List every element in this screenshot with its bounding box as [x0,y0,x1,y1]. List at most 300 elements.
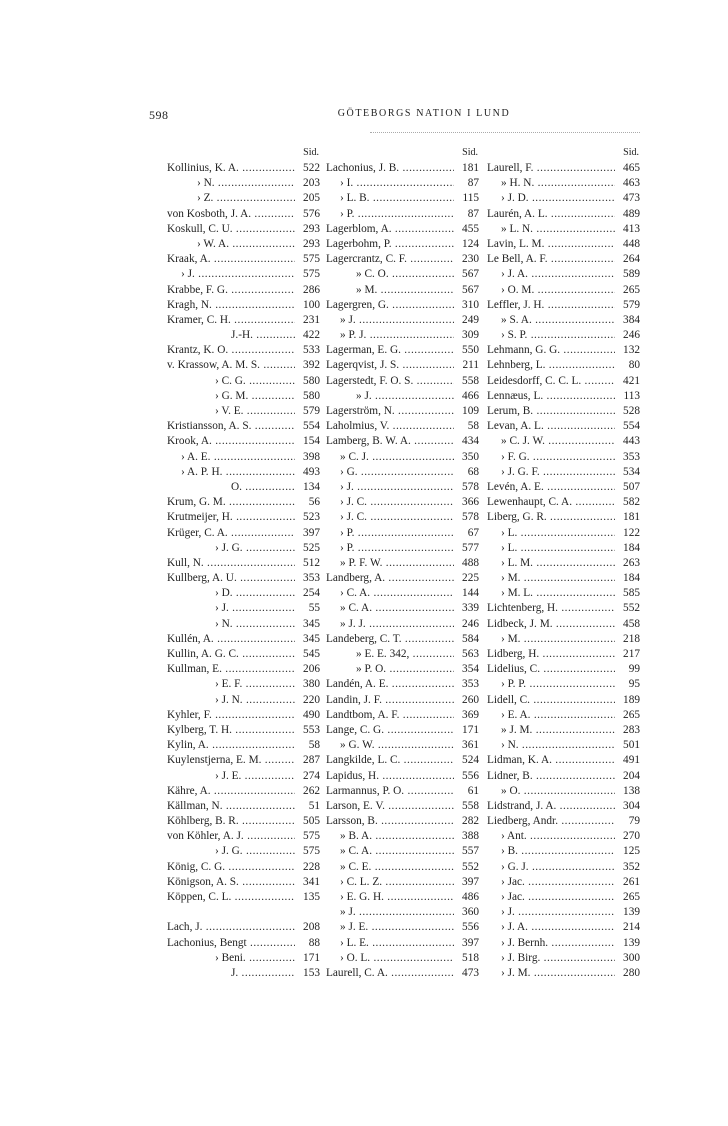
index-entry [167,693,320,708]
entry-page: 304 [615,799,640,814]
index-entry [326,890,479,905]
index-entry [167,313,320,328]
entry-name: Lidstrand, J. A. ..... [487,799,615,814]
entry-page: 184 [615,571,640,586]
entry-name: › J. ..... [487,905,615,920]
entry-name: Köppen, C. L. ..... [167,890,295,905]
index-column-1 [167,147,320,981]
entry-page: 51 [295,799,320,814]
index-entry [487,829,640,844]
index-entry [326,632,479,647]
index-entry [167,677,320,692]
index-entry [167,920,320,935]
index-entry [326,784,479,799]
entry-page: 79 [615,814,640,829]
entry-page: 522 [295,161,320,176]
index-entry [167,966,320,981]
index-entry [326,829,479,844]
entry-name: › L. B. ..... [326,191,454,206]
entry-name: › J. Bernh. ..... [487,936,615,951]
entry-name: Lagerqvist, J. S. ..... [326,358,454,373]
index-entry [326,222,479,237]
index-entry [167,571,320,586]
entry-name: Lehmann, G. G. ..... [487,343,615,358]
index-entry [326,252,479,267]
entry-page: 434 [454,434,479,449]
page-header [149,108,639,128]
index-entry [487,677,640,692]
entry-name: » M. ..... [326,283,454,298]
entry-page: 203 [295,176,320,191]
entry-page: 554 [295,419,320,434]
index-entry [167,951,320,966]
index-entry [487,495,640,510]
entry-page: 293 [295,237,320,252]
entry-name: › N. ..... [167,176,295,191]
entry-page: 584 [454,632,479,647]
entry-name: Kullin, A. G. C. ..... [167,647,295,662]
index-entry [326,237,479,252]
index-entry [487,814,640,829]
index-entry [326,905,479,920]
entry-page: 380 [295,677,320,692]
entry-page: 553 [295,723,320,738]
entry-name: Källman, N. ..... [167,799,295,814]
index-entry [326,161,479,176]
index-entry [167,207,320,222]
entry-name: › L. E. ..... [326,936,454,951]
entry-name: › J. C. ..... [326,510,454,525]
entry-page: 350 [454,450,479,465]
entry-name: › Ant. ..... [487,829,615,844]
index-entry [167,450,320,465]
entry-page: 287 [295,753,320,768]
entry-name: › M. L. ..... [487,586,615,601]
entry-page: 567 [454,283,479,298]
entry-page: 421 [615,374,640,389]
entry-page: 217 [615,647,640,662]
index-entry [167,723,320,738]
entry-page: 473 [454,966,479,981]
index-entry [487,374,640,389]
entry-name: Kullén, A. ..... [167,632,295,647]
index-entry [167,510,320,525]
entry-page: 575 [295,267,320,282]
entry-page: 579 [295,404,320,419]
entry-name: Lidman, K. A. ..... [487,753,615,768]
entry-page: 579 [615,298,640,313]
entry-name: Laurén, A. L. ..... [487,207,615,222]
index-entry [487,267,640,282]
index-entry [167,799,320,814]
index-entry [326,875,479,890]
entry-page: 545 [295,647,320,662]
entry-name: » J. J. ..... [326,617,454,632]
entry-page: 523 [295,510,320,525]
entry-page: 352 [615,860,640,875]
entry-name: › G. ..... [326,465,454,480]
entry-page: 578 [454,510,479,525]
index-entry [326,434,479,449]
index-entry [326,526,479,541]
entry-page: 398 [295,450,320,465]
index-entry [326,753,479,768]
index-entry [167,875,320,890]
entry-name: » C. E. ..... [326,860,454,875]
entry-name: › A. E. ..... [167,450,295,465]
index-entry [326,298,479,313]
index-entry [487,358,640,373]
entry-name: › J. A. ..... [487,920,615,935]
entry-page: 139 [615,936,640,951]
index-entry [326,814,479,829]
entry-page: 369 [454,708,479,723]
entry-name: › P. ..... [326,541,454,556]
entry-page: 264 [615,252,640,267]
entry-page: 246 [454,617,479,632]
entry-name: › J. ..... [326,480,454,495]
entry-name: Lagercrantz, C. F. ..... [326,252,454,267]
entry-name: Larson, E. V. ..... [326,799,454,814]
entry-page: 463 [615,176,640,191]
entry-name: › E. G. H. ..... [326,890,454,905]
entry-page: 58 [454,419,479,434]
index-entry [487,237,640,252]
index-entry [167,829,320,844]
entry-page: 489 [615,207,640,222]
entry-name: » S. A. ..... [487,313,615,328]
index-entry [326,723,479,738]
index-entry [487,890,640,905]
entry-page: 144 [454,586,479,601]
index-entry [487,708,640,723]
index-entry [487,328,640,343]
index-entry [167,176,320,191]
index-entry [487,343,640,358]
entry-name: › A. P. H. ..... [167,465,295,480]
index-entry [326,966,479,981]
entry-name: Lennæus, L. ..... [487,389,615,404]
entry-page: 491 [615,753,640,768]
index-entry [487,738,640,753]
entry-name: Krum, G. M. ..... [167,495,295,510]
entry-name: Landin, J. F. ..... [326,693,454,708]
entry-name: › Jac. ..... [487,890,615,905]
entry-page: 88 [295,936,320,951]
entry-page: 501 [615,738,640,753]
entry-name: Levén, A. E. ..... [487,480,615,495]
index-entry [326,586,479,601]
index-entry [487,844,640,859]
entry-name: » P. J. ..... [326,328,454,343]
entry-page: 413 [615,222,640,237]
entry-name: » J. E. ..... [326,920,454,935]
index-entry [487,951,640,966]
entry-page: 138 [615,784,640,799]
entry-page: 580 [295,389,320,404]
entry-name: Lidell, C. ..... [487,693,615,708]
index-entry [167,252,320,267]
entry-name: › J. D. ..... [487,191,615,206]
index-entry [167,267,320,282]
entry-name: › L. ..... [487,541,615,556]
entry-name: › N. ..... [487,738,615,753]
entry-name: Landtbom, A. F. ..... [326,708,454,723]
index-entry [167,844,320,859]
index-entry [487,784,640,799]
entry-name: » J. ..... [326,905,454,920]
entry-page: 577 [454,541,479,556]
index-entry [167,526,320,541]
index-entry [487,283,640,298]
index-entry [487,920,640,935]
entry-name: › E. F. ..... [167,677,295,692]
entry-name: › D. ..... [167,586,295,601]
index-entry [167,495,320,510]
entry-page: 205 [295,191,320,206]
index-entry [487,693,640,708]
entry-name: J. ..... [167,966,295,981]
entry-name: von Kosboth, J. A. ..... [167,207,295,222]
index-entry [326,404,479,419]
index-entry [487,662,640,677]
entry-page: 274 [295,769,320,784]
entry-page: 230 [454,252,479,267]
entry-page: 100 [295,298,320,313]
entry-name: Lehnberg, L. ..... [487,358,615,373]
entry-name: Lagergren, G. ..... [326,298,454,313]
entry-page: 249 [454,313,479,328]
index-entry [167,480,320,495]
entry-page: 113 [615,389,640,404]
entry-name: Kylberg, T. H. ..... [167,723,295,738]
entry-name: v. Krassow, A. M. S. ..... [167,358,295,373]
index-entry [167,647,320,662]
entry-page: 490 [295,708,320,723]
entry-page: 361 [454,738,479,753]
index-entry [167,738,320,753]
entry-page: 455 [454,222,479,237]
entry-page: 231 [295,313,320,328]
index-entry [167,298,320,313]
entry-name: Le Bell, A. F. ..... [487,252,615,267]
entry-name: Landén, A. E. ..... [326,677,454,692]
index-entry [167,404,320,419]
entry-name: Lavin, L. M. ..... [487,237,615,252]
entry-page: 448 [615,237,640,252]
entry-name: Kyhler, F. ..... [167,708,295,723]
index-entry [487,860,640,875]
entry-page: 261 [615,875,640,890]
entry-name: » H. N. ..... [487,176,615,191]
index-entry [167,434,320,449]
index-entry [326,601,479,616]
entry-page: 525 [295,541,320,556]
entry-name: Lichtenberg, H. ..... [487,601,615,616]
entry-name: Lidbeck, J. M. ..... [487,617,615,632]
entry-page: 397 [295,526,320,541]
entry-name: › L. M. ..... [487,556,615,571]
entry-name: von Köhler, A. J. ..... [167,829,295,844]
entry-name: › Z. ..... [167,191,295,206]
entry-name: › B. ..... [487,844,615,859]
entry-page: 265 [615,890,640,905]
entry-page: 567 [454,267,479,282]
entry-name: Lapidus, H. ..... [326,769,454,784]
entry-name: Larsson, B. ..... [326,814,454,829]
index-entry [167,191,320,206]
entry-page: 518 [454,951,479,966]
entry-name: › C. G. ..... [167,374,295,389]
entry-page: 465 [615,161,640,176]
entry-name: Krantz, K. O. ..... [167,343,295,358]
index-entry [326,283,479,298]
entry-page: 575 [295,844,320,859]
entry-name: Köhlberg, B. R. ..... [167,814,295,829]
entry-page: 171 [295,951,320,966]
index-entry [326,541,479,556]
entry-page: 280 [615,966,640,981]
entry-name: Kristiansson, A. S. ..... [167,419,295,434]
entry-name: » P. F. W. ..... [326,556,454,571]
index-entry [487,966,640,981]
entry-page: 171 [454,723,479,738]
index-entry [326,374,479,389]
index-entry [487,875,640,890]
index-entry [167,601,320,616]
entry-page: 80 [615,358,640,373]
index-entry [487,617,640,632]
index-entry [487,404,640,419]
index-entry [487,480,640,495]
index-entry [487,252,640,267]
entry-name: Kragh, N. ..... [167,298,295,313]
entry-page: 353 [454,677,479,692]
entry-name: Königson, A. S. ..... [167,875,295,890]
entry-name: » E. E. 342, ..... [326,647,454,662]
entry-page: 262 [295,784,320,799]
entry-page: 181 [615,510,640,525]
entry-name: Lagerman, E. G. ..... [326,343,454,358]
index-entry [487,723,640,738]
entry-page: 58 [295,738,320,753]
entry-page: 68 [454,465,479,480]
entry-page: 558 [454,374,479,389]
entry-name: › C. L. Z. ..... [326,875,454,890]
entry-page: 310 [454,298,479,313]
entry-name: › M. ..... [487,632,615,647]
entry-name: › J. C. ..... [326,495,454,510]
index-entry [167,814,320,829]
entry-page: 524 [454,753,479,768]
index-entry [487,799,640,814]
index-entry [167,374,320,389]
entry-name: › G. M. ..... [167,389,295,404]
entry-name: Koskull, C. U. ..... [167,222,295,237]
index-entry [487,632,640,647]
index-entry [326,419,479,434]
entry-page: 283 [615,723,640,738]
entry-page: 265 [615,283,640,298]
entry-page: 135 [295,890,320,905]
index-entry [326,571,479,586]
entry-page: 206 [295,662,320,677]
entry-page: 189 [615,693,640,708]
entry-page: 563 [454,647,479,662]
entry-name: › F. G. ..... [487,450,615,465]
entry-name: Kullberg, A. U. ..... [167,571,295,586]
entry-name: » C. A. ..... [326,601,454,616]
entry-name: Langkilde, L. C. ..... [326,753,454,768]
index-entry [487,450,640,465]
entry-page: 493 [295,465,320,480]
index-entry [167,936,320,951]
entry-name: › O. M. ..... [487,283,615,298]
entry-page: 125 [615,844,640,859]
entry-page: 580 [295,374,320,389]
entry-page: 388 [454,829,479,844]
entry-page: 153 [295,966,320,981]
entry-page: 556 [454,920,479,935]
index-entry [326,769,479,784]
entry-name: Laurell, F. ..... [487,161,615,176]
entry-name: › P. P. ..... [487,677,615,692]
index-entry [326,495,479,510]
entry-page: 354 [454,662,479,677]
entry-name: » O. ..... [487,784,615,799]
index-entry [326,389,479,404]
entry-name: › C. A. ..... [326,586,454,601]
sid-heading: Sid. [462,147,478,158]
index-entry [326,799,479,814]
running-title: GÖTEBORGS NATION I LUND [337,108,511,119]
index-entry [167,753,320,768]
index-entry [487,586,640,601]
entry-name: Lagerbohm, P. ..... [326,237,454,252]
entry-page: 488 [454,556,479,571]
entry-name: » C. J. ..... [326,450,454,465]
entry-page: 556 [454,769,479,784]
entry-page: 309 [454,328,479,343]
entry-name: J.-H. ..... [167,328,295,343]
entry-name: » B. A. ..... [326,829,454,844]
entry-name: › G. J. ..... [487,860,615,875]
entry-page: 254 [295,586,320,601]
index-entry [487,176,640,191]
entry-name: Landeberg, C. T. ..... [326,632,454,647]
index-entry [326,191,479,206]
index-entry [167,541,320,556]
entry-name: » P. O. ..... [326,662,454,677]
entry-name: Levan, A. L. ..... [487,419,615,434]
entry-name: › J. M. ..... [487,966,615,981]
entry-name: Kuylenstjerna, E. M. ..... [167,753,295,768]
entry-name: » C. J. W. ..... [487,434,615,449]
index-entry [326,677,479,692]
entry-name: Lagerstedt, F. O. S. ..... [326,374,454,389]
entry-name: › N. ..... [167,617,295,632]
entry-name: Landberg, A. ..... [326,571,454,586]
entry-page: 384 [615,313,640,328]
index-entry [326,738,479,753]
entry-name: › J. ..... [167,601,295,616]
entry-page: 345 [295,617,320,632]
entry-page: 208 [295,920,320,935]
entry-page: 214 [615,920,640,935]
index-entry [167,237,320,252]
entry-page: 550 [454,343,479,358]
index-entry [326,647,479,662]
